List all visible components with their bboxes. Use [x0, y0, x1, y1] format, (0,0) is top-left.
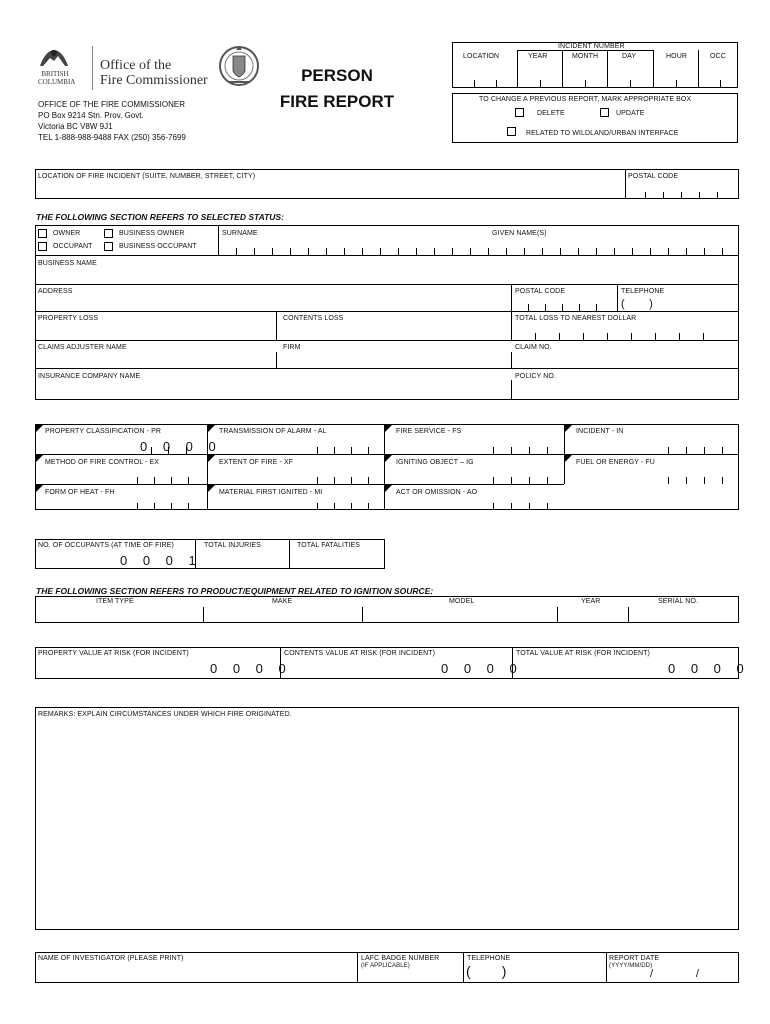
occupant-checkbox[interactable] [38, 242, 47, 251]
total-loss-label[interactable]: TOTAL LOSS TO NEAREST DOLLAR [515, 315, 637, 322]
fire-commissioner-crest-icon [218, 42, 260, 90]
code-fu-label[interactable]: FUEL OR ENERGY - FU [576, 459, 655, 466]
given-names-label[interactable]: GIVEN NAME(S) [492, 230, 547, 237]
office-line1: Office of the [100, 58, 172, 73]
code-xf-label[interactable]: EXTENT OF FIRE - XF [219, 459, 294, 466]
property-value-amount: 0 0 0 0 [210, 661, 292, 676]
total-value-amount: 0 0 0 0 [668, 661, 750, 676]
business-owner-label: BUSINESS OWNER [119, 230, 185, 237]
contents-value-amount: 0 0 0 0 [441, 661, 523, 676]
name-ticks [218, 247, 739, 255]
code-ao-label[interactable]: ACT OR OMISSION - AO [396, 489, 478, 496]
status-section-heading: THE FOLLOWING SECTION REFERS TO SELECTED STATUS: [36, 212, 284, 222]
incident-year-label: YEAR [528, 53, 548, 60]
update-checkbox[interactable] [600, 108, 609, 117]
owner-checkbox[interactable] [38, 229, 47, 238]
product-box [35, 596, 739, 623]
address-label[interactable]: ADDRESS [38, 288, 73, 295]
claim-no-label[interactable]: CLAIM NO. [515, 344, 552, 351]
property-loss-label[interactable]: PROPERTY LOSS [38, 315, 99, 322]
location-postal-ticks [625, 191, 739, 199]
address-line: PO Box 9214 Stn. Prov. Govt. [38, 111, 144, 120]
no-occupants-label[interactable]: NO. OF OCCUPANTS (AT TIME OF FIRE) [38, 542, 174, 549]
incident-day-label: DAY [622, 53, 637, 60]
wildland-label: RELATED TO WILDLAND/URBAN INTERFACE [526, 130, 679, 137]
delete-label: DELETE [537, 110, 565, 117]
code-fs-label[interactable]: FIRE SERVICE - FS [396, 428, 462, 435]
firm-label[interactable]: FIRM [283, 344, 301, 351]
business-owner-checkbox[interactable] [104, 229, 113, 238]
contents-loss-label[interactable]: CONTENTS LOSS [283, 315, 344, 322]
lafc-badge-sublabel: (IF APPLICABLE) [361, 963, 410, 969]
location-postal-label[interactable]: POSTAL CODE [628, 173, 679, 180]
product-section-heading: THE FOLLOWING SECTION REFERS TO PRODUCT/EQUIPMENT RELATED TO IGNITION SOURCE: [36, 586, 434, 596]
report-date-format: (YYYY/MM/DD) [609, 963, 653, 969]
policy-no-label[interactable]: POLICY NO. [515, 373, 556, 380]
wildland-checkbox[interactable] [507, 127, 516, 136]
total-injuries-label[interactable]: TOTAL INJURIES [204, 542, 261, 549]
incident-location-label: LOCATION [463, 53, 500, 60]
product-year-label[interactable]: YEAR [581, 598, 601, 605]
property-value-label[interactable]: PROPERTY VALUE AT RISK (FOR INCIDENT) [38, 650, 189, 657]
code-mi-label[interactable]: MATERIAL FIRST IGNITED - MI [219, 489, 323, 496]
total-loss-ticks [511, 332, 739, 340]
address-postal-ticks [511, 303, 617, 311]
business-occupant-checkbox[interactable] [104, 242, 113, 251]
code-ig-label[interactable]: IGNITING OBJECT – IG [396, 459, 474, 466]
remarks-box[interactable] [35, 707, 739, 930]
address-line: Victoria BC V8W 9J1 [38, 122, 113, 131]
no-occupants-value: 0 0 0 1 [120, 553, 202, 568]
business-occupant-label: BUSINESS OCCUPANT [119, 243, 197, 250]
office-line2: Fire Commissioner [100, 73, 208, 88]
item-type-label[interactable]: ITEM TYPE [96, 598, 134, 605]
lafc-badge-label[interactable]: LAFC BADGE NUMBER [361, 955, 440, 962]
location-label[interactable]: LOCATION OF FIRE INCIDENT (SUITE, NUMBER, STREET, CITY) [38, 173, 256, 180]
update-label: UPDATE [616, 110, 645, 117]
telephone-parens: ( ) [621, 298, 653, 310]
code-ex-label[interactable]: METHOD OF FIRE CONTROL - EX [45, 459, 160, 466]
business-name-label[interactable]: BUSINESS NAME [38, 260, 97, 267]
make-label[interactable]: MAKE [272, 598, 293, 605]
incident-occ-label: OCC [710, 53, 726, 60]
bc-logo-text: BRITISH COLUMBIA [38, 70, 76, 86]
code-al-label[interactable]: TRANSMISSION OF ALARM - AL [219, 428, 327, 435]
code-in-label[interactable]: INCIDENT - IN [576, 428, 624, 435]
total-value-label[interactable]: TOTAL VALUE AT RISK (FOR INCIDENT) [516, 650, 650, 657]
occupant-label: OCCUPANT [53, 243, 93, 250]
address-postal-label[interactable]: POSTAL CODE [515, 288, 566, 295]
report-date-label[interactable]: REPORT DATE [609, 955, 660, 962]
bc-logo-icon [38, 46, 70, 68]
address-line: TEL 1-888-988-9488 FAX (250) 356-7699 [38, 133, 186, 142]
remarks-label: REMARKS: EXPLAIN CIRCUMSTANCES UNDER WHICH FIRE ORIGINATED. [38, 711, 292, 718]
form-title-line1: PERSON [301, 66, 373, 85]
telephone-label[interactable]: TELEPHONE [621, 288, 665, 295]
total-fatalities-label[interactable]: TOTAL FATALITIES [297, 542, 361, 549]
incident-number-ticks[interactable] [452, 79, 738, 87]
report-date-slashes: / / [650, 968, 699, 980]
surname-label[interactable]: SURNAME [222, 230, 258, 237]
claims-adjuster-label[interactable]: CLAIMS ADJUSTER NAME [38, 344, 127, 351]
model-label[interactable]: MODEL [449, 598, 475, 605]
address-line: OFFICE OF THE FIRE COMMISSIONER [38, 100, 185, 109]
codes-box [35, 424, 739, 510]
contents-value-label[interactable]: CONTENTS VALUE AT RISK (FOR INCIDENT) [284, 650, 436, 657]
code-pr-label[interactable]: PROPERTY CLASSIFICATION - PR [45, 428, 161, 435]
serial-no-label[interactable]: SERIAL NO. [658, 598, 699, 605]
owner-label: OWNER [53, 230, 81, 237]
investigator-label[interactable]: NAME OF INVESTIGATOR (PLEASE PRINT) [38, 955, 184, 962]
form-title-line2: FIRE REPORT [279, 92, 395, 111]
code-fh-label[interactable]: FORM OF HEAT - FH [45, 489, 115, 496]
office-address [38, 99, 186, 143]
footer-telephone-label[interactable]: TELEPHONE [467, 955, 511, 962]
footer-telephone-parens: ( ) [466, 963, 507, 979]
change-report-title: TO CHANGE A PREVIOUS REPORT, MARK APPROPRIATE BOX [479, 96, 692, 103]
incident-hour-label: HOUR [666, 53, 688, 60]
incident-month-label: MONTH [572, 53, 599, 60]
insurance-company-label[interactable]: INSURANCE COMPANY NAME [38, 373, 141, 380]
code-pr-value: 0 0 0 0 [140, 439, 222, 454]
delete-checkbox[interactable] [515, 108, 524, 117]
incident-number-title: INCIDENT NUMBER [558, 43, 625, 50]
